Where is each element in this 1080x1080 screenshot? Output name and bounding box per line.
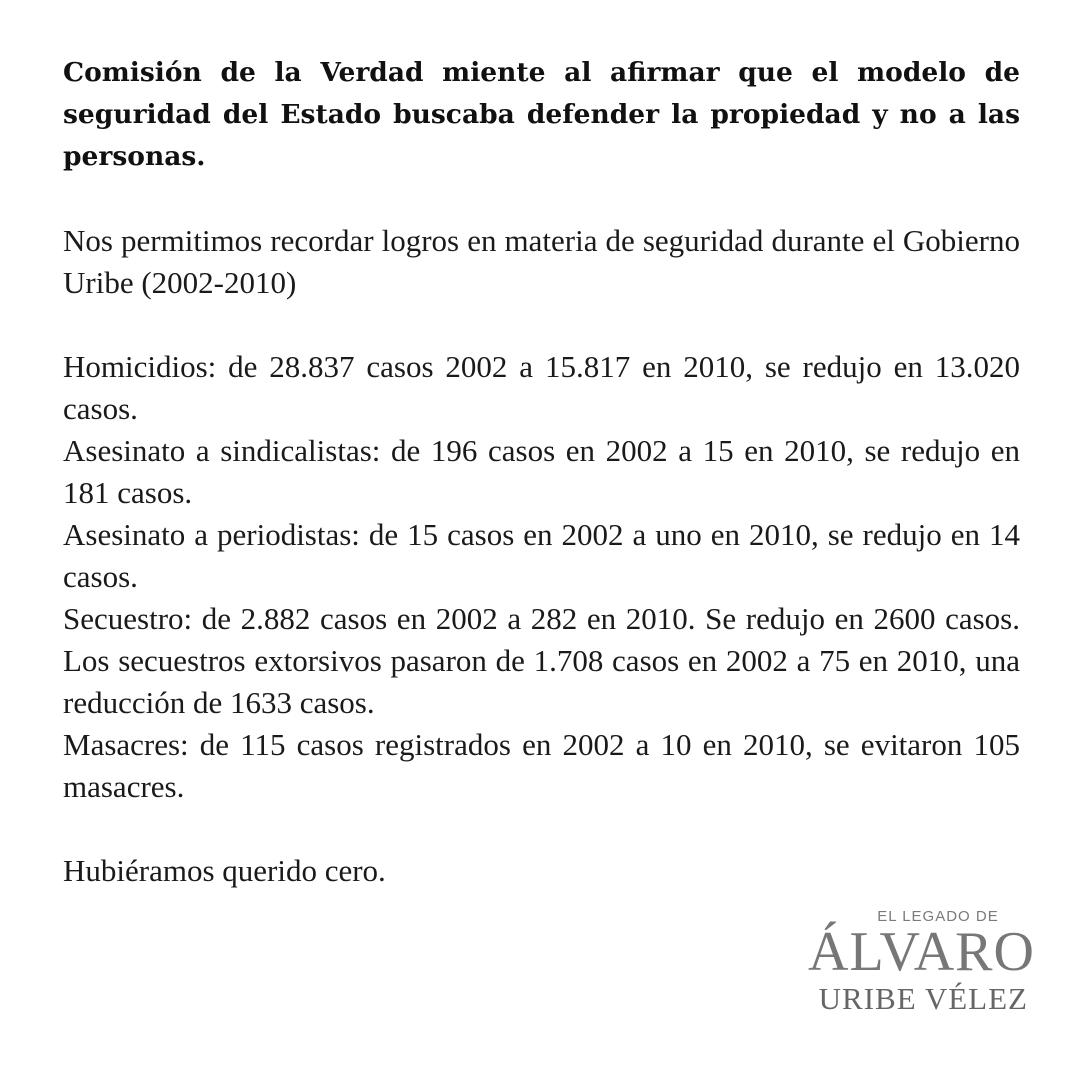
- intro-paragraph: Nos permitimos recordar logros en materia de seguridad durante el Gobierno Uribe (2002-2010): [63, 223, 1020, 300]
- headline: Comisión de la Verdad miente al afirmar que el modelo de seguridad del Estado buscaba defender la propiedad y no a las personas.: [63, 57, 1020, 172]
- stat-journalists: Asesinato a periodistas: de 15 casos en 2002 a uno en 2010, se redujo en 14 casos.: [63, 517, 1020, 594]
- stat-massacres: Masacres: de 115 casos registrados en 2002 a 10 en 2010, se evitaron 105 masacres.: [63, 727, 1020, 804]
- logo-first-name: ÁLVARO: [808, 921, 1035, 983]
- logo-tagline: EL LEGADO DE: [877, 908, 999, 925]
- document-body: [63, 52, 1020, 892]
- stat-kidnapping: Secuestro: de 2.882 casos en 2002 a 282 en 2010. Se redujo en 2600 casos. Los secuestros extorsivos pasaron de 1.708 casos en 2002 a 75 en 2010, una reducción de 1633 casos.: [63, 601, 1020, 720]
- closing-line: Hubiéramos querido cero.: [63, 853, 386, 888]
- logo: [808, 908, 1035, 1017]
- stat-union-leaders: Asesinato a sindicalistas: de 196 casos en 2002 a 15 en 2010, se redujo en 181 casos.: [63, 433, 1020, 510]
- logo-surname: URIBE VÉLEZ: [818, 981, 1028, 1016]
- stat-homicides: Homicidios: de 28.837 casos 2002 a 15.817 en 2010, se redujo en 13.020 casos.: [63, 349, 1020, 426]
- statistics-list: [63, 346, 1020, 808]
